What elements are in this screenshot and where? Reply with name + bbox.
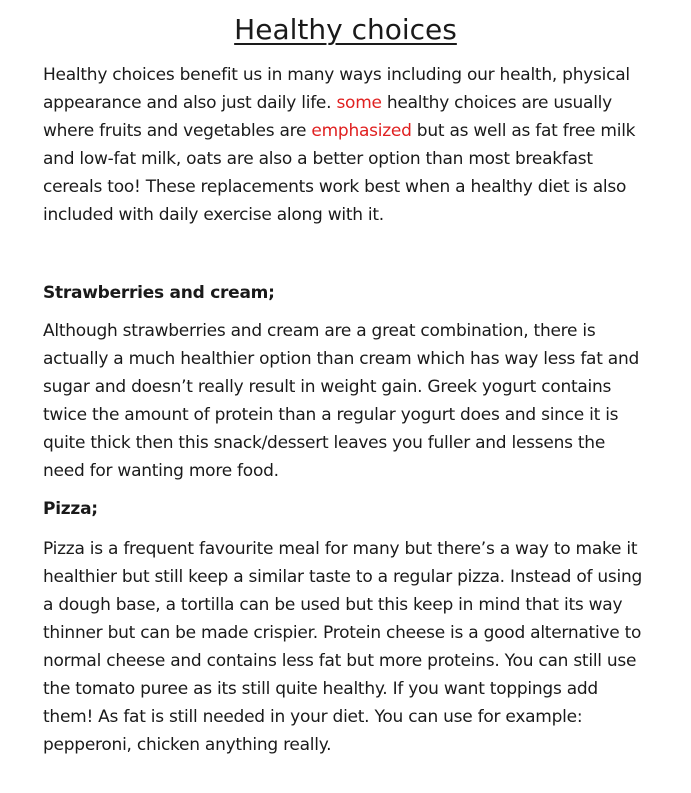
section-body-strawberries: Although strawberries and cream are a great combination, there is actually a much healthier option than cream which has way less fat and sugar and doesn’t really result in weight gain. Greek yogurt contains twice the amount of protein than a regular yogurt does and since it is quite thick then this snack/dessert leaves you fuller and lessens the need for wanting more food. (43, 321, 640, 481)
section-body-pizza: Pizza is a frequent favourite meal for many but there’s a way to make it healthier but still keep a similar taste to a regular pizza. Instead of using a dough base, a tortilla can be used but this keep in mind that its way thinner but can be made crispier. Protein cheese is a good alternative to normal cheese and contains less fat but more proteins. You can still use the tomato puree as its still quite healthy. If you want toppings add them! As fat is still needed in your diet. You can use for example: pepperoni, chicken anything really. (43, 539, 643, 755)
section-heading-strawberries: Strawberries and cream; (43, 283, 275, 303)
section-heading-pizza: Pizza; (43, 499, 98, 519)
intro-text-2: healthy choices are usually where fruits and vegetables are (43, 93, 612, 141)
intro-paragraph (43, 61, 648, 229)
intro-text-1: Healthy choices benefit us in many ways including our health, physical appearance and also just daily life. (43, 65, 630, 113)
document-title: Healthy choices (234, 13, 457, 46)
highlight-some: some (336, 93, 382, 113)
intro-text-3: but as well as fat free milk and low-fat milk, oats are also a better option than most breakfast cereals too! These replacements work best when a healthy diet is also included with daily exercise along with it. (43, 121, 636, 225)
highlight-emphasized: emphasized (311, 121, 412, 141)
